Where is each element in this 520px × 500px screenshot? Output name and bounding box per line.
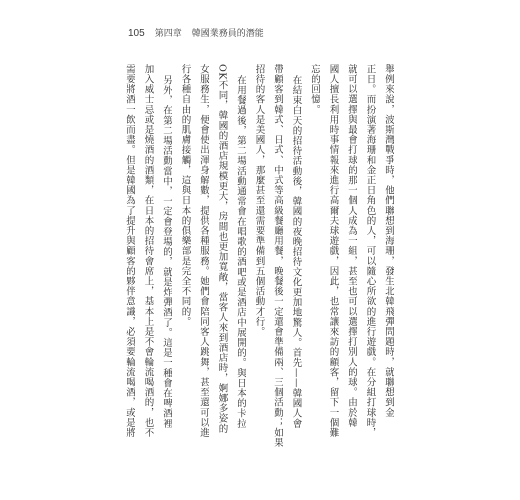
text-line: 需要將酒一飲而盡。但是韓國為了提升與顧客的夥伴意識，必須要輪流喝酒，或是將 — [124, 64, 135, 438]
text-line: OK不同，韓國的酒店規模更大，房間也更加寬敞，當客人來到酒店時，婀娜多姿的 — [216, 64, 228, 434]
text-line: 在結束白天的招待活動後，韓國的夜晚招待文化更加地驚人。首先——韓國人會 — [290, 75, 302, 429]
text-line: 另外，在第二場活動當中，一定會登場的，就是炸彈酒了。這是一種會在啤酒裡 — [161, 75, 172, 429]
text-line: 加入威士忌或是燒酒的酒類，在日本的招待會席上，基本上是不會輪流喝酒的，也不 — [142, 64, 154, 438]
body-text — [124, 64, 394, 474]
text-line: 忘的回憶。 — [309, 64, 320, 115]
running-head — [128, 28, 264, 40]
text-line: 國人擅長利用時事情報來進行高爾夫球遊戲，因此，也常讓來訪的顧客，留下一個難 — [327, 64, 339, 438]
text-line: 行各種自由的肌膚接觸，這與日本的俱樂部是完全不同的。 — [179, 64, 191, 327]
chapter-title: 韓國業務員的潛能 — [191, 29, 264, 39]
text-line: 招待的客人是美國人，那麼甚至還需要準備到五個活動才行。 — [253, 64, 265, 337]
text-line: 就可以選擇與最會打球的那一個人成為一組，甚至也可以選擇打別人的球。由於韓 — [346, 64, 357, 428]
text-line: 女服務生，便會使出渾身解數，提供各種服務。她們會陪同客人跳舞，甚至還可以進 — [198, 64, 209, 438]
text-line: 帶顧客到韓式、日式、中式等高級餐廳用餐，晚餐後一定還會準備兩、三個活動；如果 — [272, 64, 283, 448]
text-line: 正日。而扮演著海珊和金正日角色的人，可以隨心所欲的進行遊戲。在分組打球時， — [364, 64, 376, 438]
chapter-label: 第四章 — [154, 29, 182, 39]
page-number: 105 — [128, 28, 145, 39]
text-line: 在用餐過後，第二場活動通常會在唱歌的酒吧或是酒店中展開的。與日本的卡拉 — [235, 75, 246, 429]
text-line: 舉例來說，波斯灣戰爭時，他們聯想到海珊，發生北韓飛彈問題時，就聯想到金 — [383, 64, 394, 418]
